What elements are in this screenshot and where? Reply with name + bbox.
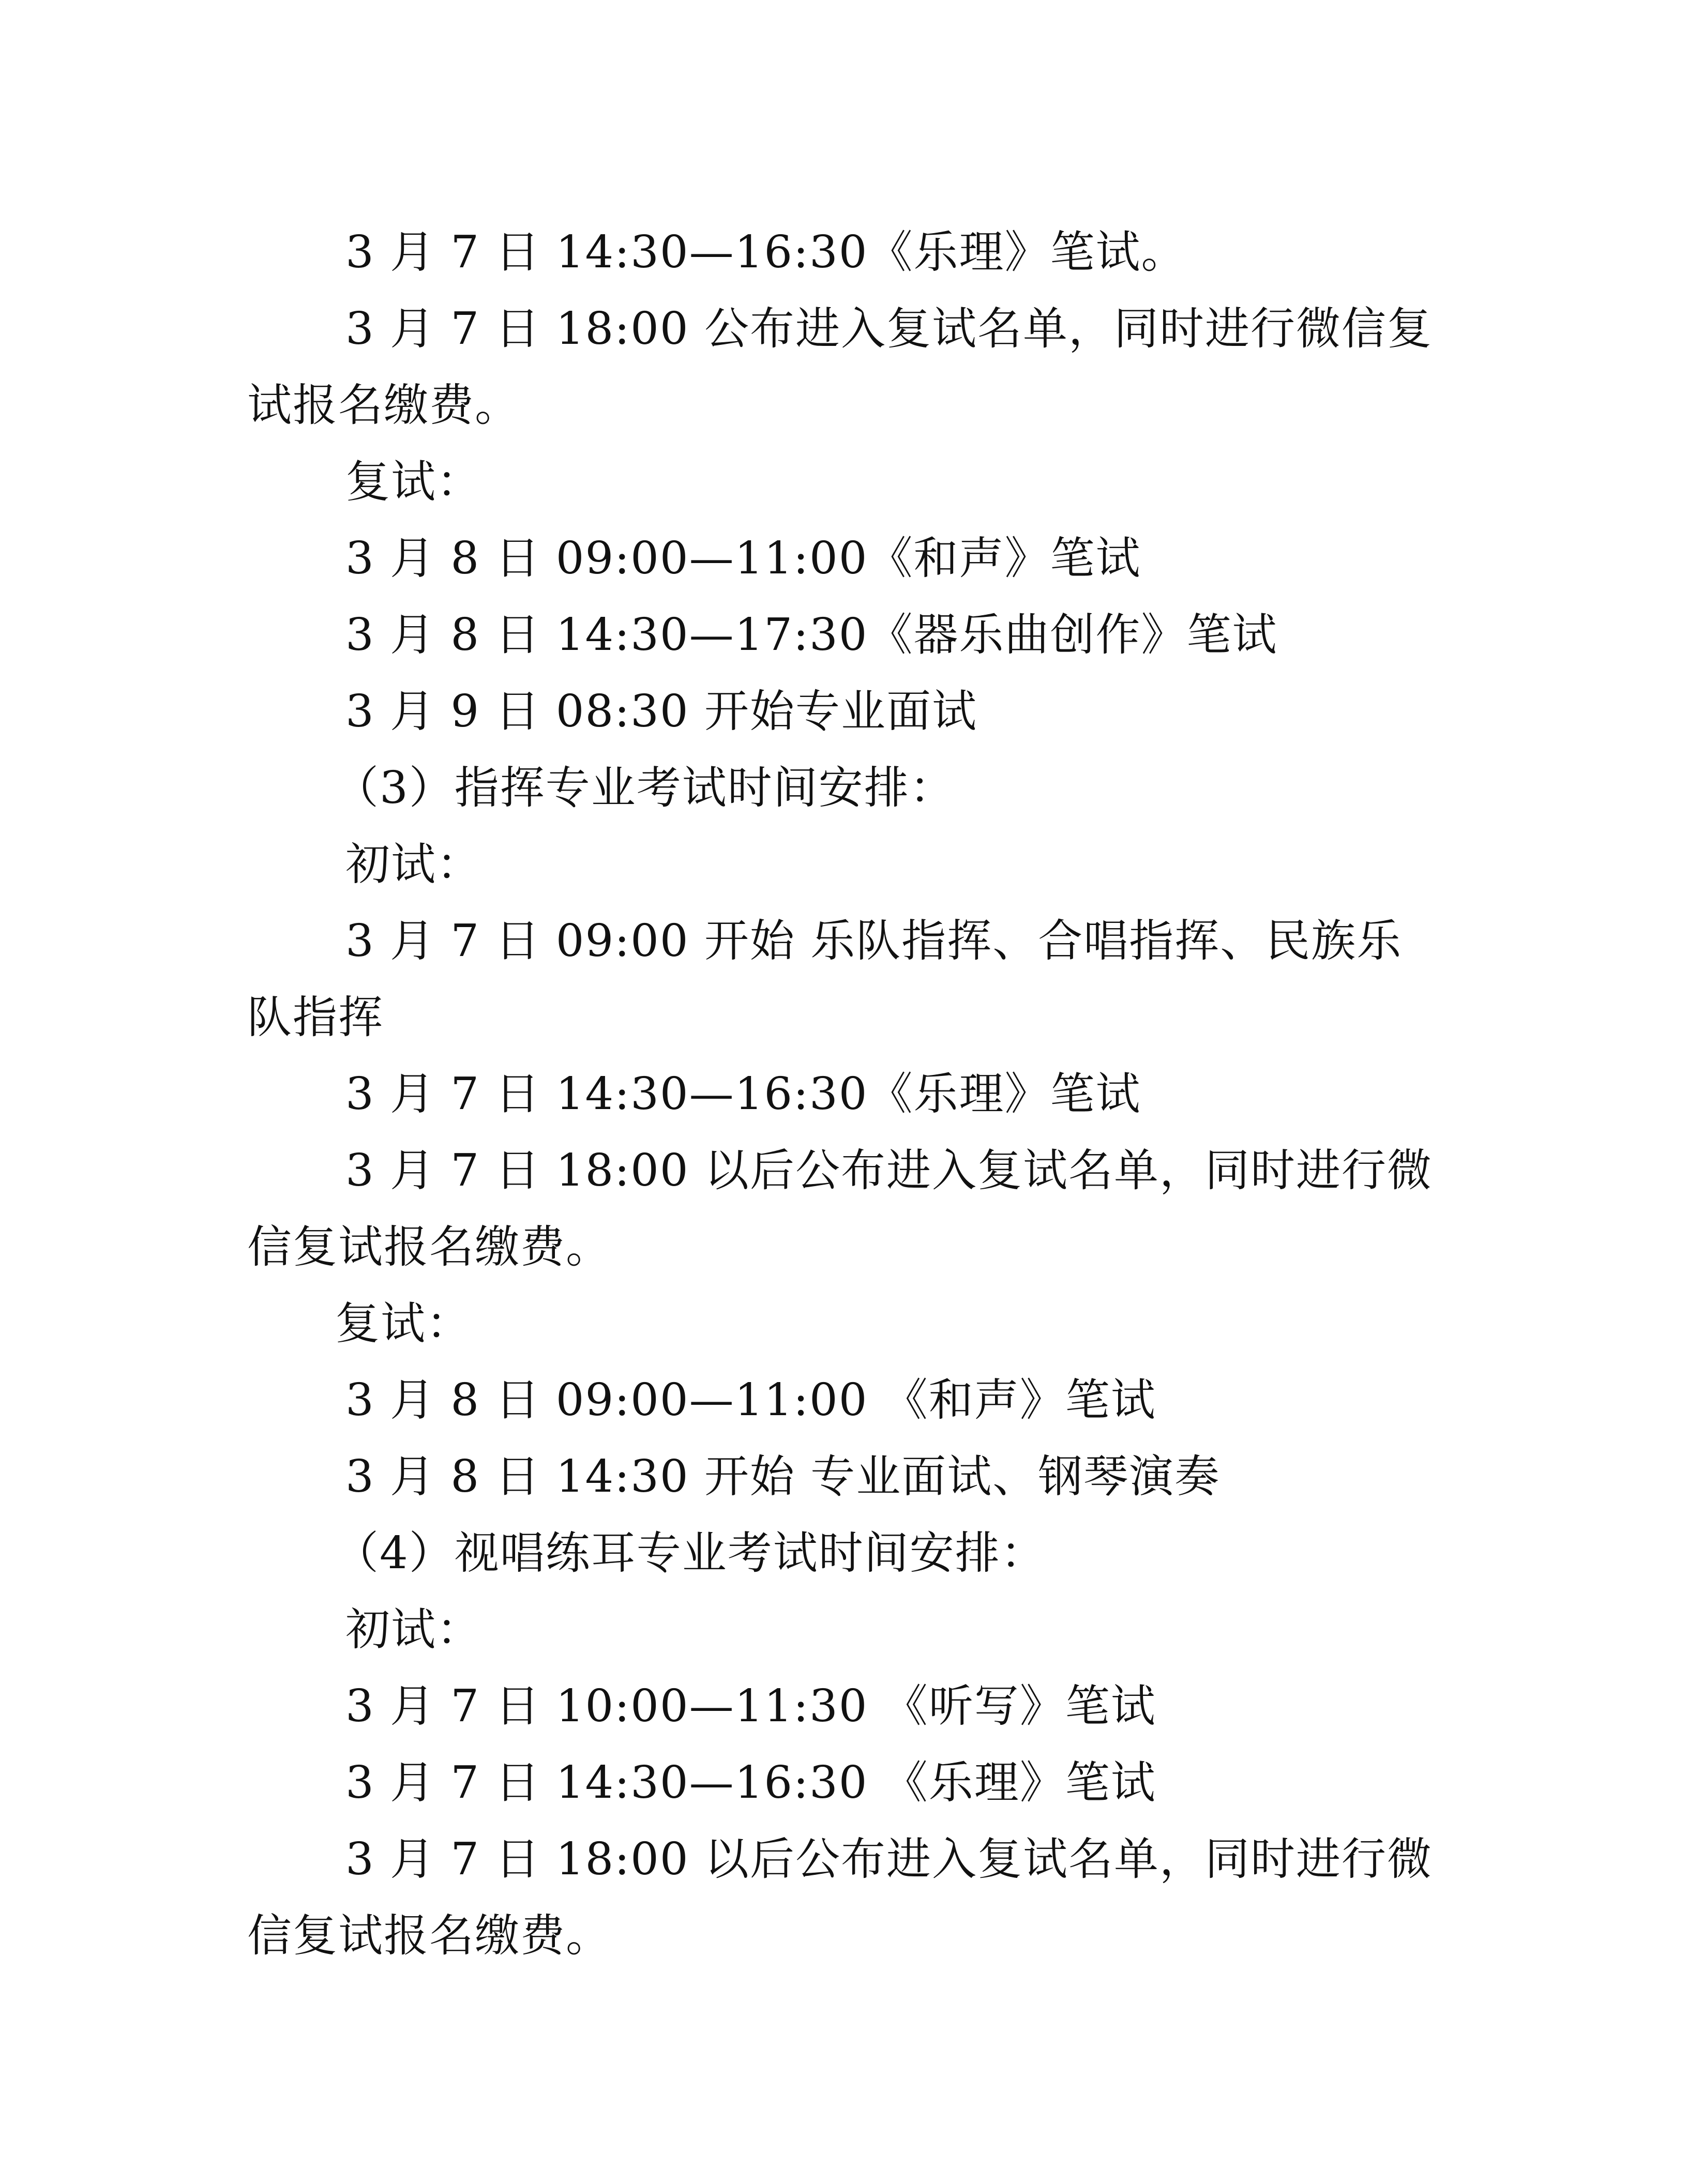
schedule-line: 3 月 7 日 18:00 公布进入复试名单，同时进行微信复试报名缴费。 <box>247 303 1433 431</box>
schedule-line: 3 月 7 日 18:00 以后公布进入复试名单，同时进行微信复试报名缴费。 <box>247 1833 1433 1962</box>
schedule-line: 3 月 8 日 09:00—11:00《和声》笔试 <box>345 533 1141 584</box>
section-heading-preliminary: 初试： <box>345 839 482 890</box>
schedule-line: 3 月 7 日 14:30—16:30《乐理》笔试 <box>345 1068 1141 1120</box>
section-heading-preliminary: 初试： <box>345 1604 482 1656</box>
section-heading-retest: 复试： <box>335 1298 472 1349</box>
schedule-line: 3 月 7 日 14:30—16:30 《乐理》笔试 <box>345 1757 1156 1809</box>
schedule-line: 3 月 7 日 09:00 开始 乐队指挥、合唱指挥、民族乐队指挥 <box>247 915 1403 1043</box>
section-heading-solfeggio: （4）视唱练耳专业考试时间安排： <box>334 1527 1046 1579</box>
document-body <box>247 214 1437 1974</box>
schedule-line: 3 月 7 日 10:00—11:30 《听写》笔试 <box>345 1680 1156 1732</box>
schedule-line: 3 月 8 日 09:00—11:00 《和声》笔试 <box>345 1374 1156 1426</box>
schedule-line: 3 月 9 日 08:30 开始专业面试 <box>345 686 977 737</box>
section-heading-conducting: （3）指挥专业考试时间安排： <box>334 762 955 814</box>
schedule-line: 3 月 7 日 18:00 以后公布进入复试名单，同时进行微信复试报名缴费。 <box>247 1145 1433 1273</box>
section-heading-retest: 复试： <box>345 456 482 508</box>
schedule-line: 3 月 8 日 14:30—17:30《器乐曲创作》笔试 <box>345 609 1278 661</box>
schedule-line: 3 月 8 日 14:30 开始 专业面试、钢琴演奏 <box>345 1451 1220 1503</box>
schedule-line: 3 月 7 日 14:30—16:30《乐理》笔试。 <box>345 226 1187 278</box>
